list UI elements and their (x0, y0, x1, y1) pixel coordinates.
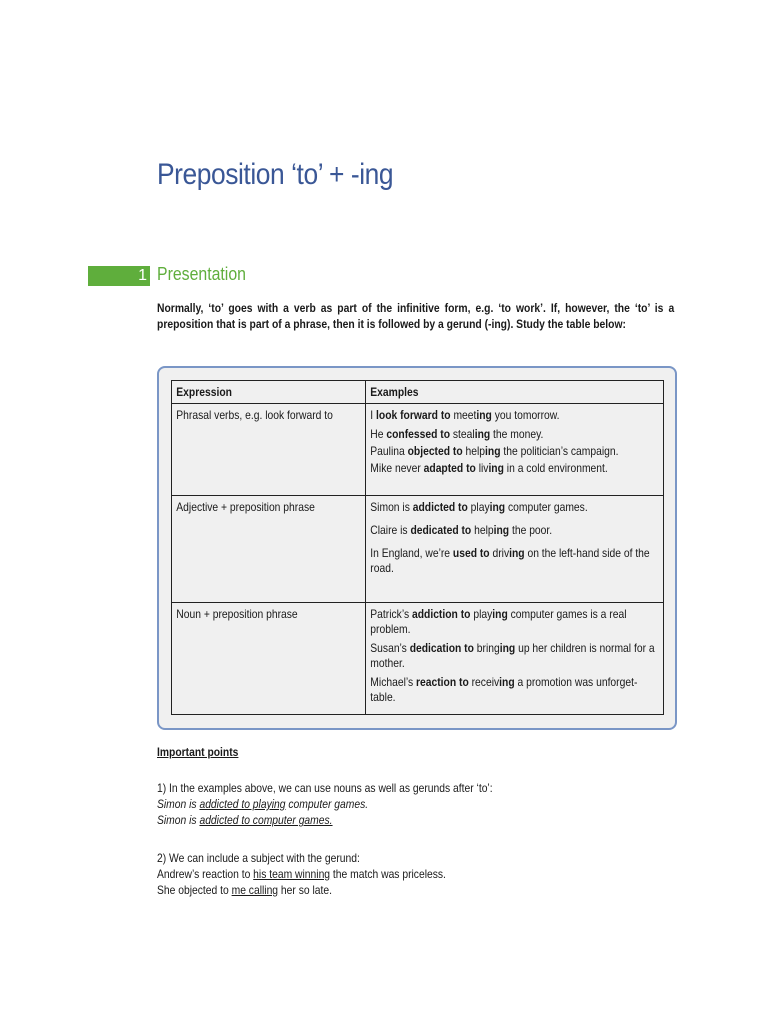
example-sentence (370, 500, 658, 515)
example-sentence (370, 461, 658, 476)
bold-text: ing (491, 607, 508, 621)
header-expression: Expression (172, 381, 366, 404)
table-row (172, 496, 664, 603)
point-2-text: 2) We can include a subject with the gerund: (157, 851, 360, 865)
text-run: Simon is (157, 813, 200, 827)
expression-cell: Adjective + preposition phrase (172, 496, 366, 603)
text-run: Michael’s (369, 675, 416, 689)
table-row (172, 603, 664, 715)
bold-text: ing (493, 523, 509, 537)
text-run: steal (449, 427, 475, 441)
text-run: liv (475, 461, 489, 475)
example-sentence (370, 546, 658, 576)
table-row (172, 404, 664, 496)
underlined-text: me calling (231, 883, 279, 897)
bold-text: ing (488, 461, 504, 475)
text-run: computer games. (285, 797, 369, 811)
text-run: a promotion was unforget-table. (369, 675, 638, 704)
table-header-row (172, 381, 664, 404)
header-examples: Examples (365, 381, 663, 404)
text-run: the money. (489, 427, 543, 441)
text-run: the politician’s campaign. (500, 444, 619, 458)
text-run: Simon is (157, 797, 200, 811)
text-run: on the left-hand side of the road. (369, 546, 650, 575)
text-run: Susan’s (369, 641, 410, 655)
text-run: in a cold environment. (503, 461, 608, 475)
text-run: the poor. (508, 523, 552, 537)
expression-cell: Noun + preposition phrase (172, 603, 366, 715)
expression-cell: Phrasal verbs, e.g. look forward to (172, 404, 366, 496)
text-run: up her children is normal for a mother. (369, 641, 655, 670)
example-sentence (370, 444, 658, 459)
bold-text: ing (508, 546, 525, 560)
text-run: the match was priceless. (330, 867, 446, 881)
text-run: Andrew’s reaction to (157, 867, 254, 881)
page-title: Preposition ‘to’ + -ing (157, 158, 394, 191)
bold-text: addiction to (411, 607, 471, 621)
examples-cell (365, 496, 663, 603)
example-sentence (370, 427, 658, 442)
intro-paragraph: Normally, ‘to’ goes with a verb as part of the infinitive form, e.g. ‘to work’. If, however, the ‘to’ is a preposition that is part of a phrase, then it is followed by a gerund (-ing). Study the table below: (157, 301, 675, 331)
text-run: bring (473, 641, 500, 655)
examples-cell (365, 404, 663, 496)
text-run: Paulina (369, 444, 408, 458)
text-run: her so late. (278, 883, 332, 897)
bold-text: ing (484, 444, 501, 458)
example-list (366, 496, 663, 580)
point-2-example (157, 866, 604, 882)
bold-text: look forward to (375, 408, 451, 422)
example-sentence (370, 523, 658, 538)
text-run: meet (450, 408, 477, 422)
bold-text: ing (499, 641, 515, 655)
example-list (366, 404, 663, 480)
text-run: Claire is (369, 523, 411, 537)
bold-text: reaction to (415, 675, 469, 689)
bold-text: addicted to (412, 500, 468, 514)
text-run: play (470, 607, 492, 621)
bold-text: ing (498, 675, 515, 689)
bold-text: dedicated to (410, 523, 471, 537)
text-run: driv (489, 546, 509, 560)
text-run: help (470, 523, 494, 537)
point-1-text: 1) In the examples above, we can use nouns as well as gerunds after ‘to’: (157, 781, 493, 795)
examples-cell (365, 603, 663, 715)
bold-text: ing (489, 500, 505, 514)
important-points-heading: Important points (157, 745, 239, 759)
example-sentence (370, 675, 658, 705)
text-run: Mike never (369, 461, 424, 475)
text-run: I (369, 408, 376, 422)
text-run: Patrick’s (369, 607, 412, 621)
example-list (366, 603, 663, 709)
bold-text: ing (476, 408, 492, 422)
underlined-text: addicted to computer games. (199, 813, 333, 827)
text-run: computer games. (504, 500, 588, 514)
text-run: He (369, 427, 387, 441)
section-title: Presentation (157, 264, 246, 284)
expression-table (171, 380, 664, 715)
text-run: In England, we’re (369, 546, 453, 560)
section-number-badge: 1 (88, 266, 150, 286)
example-sentence (370, 607, 658, 637)
bold-text: dedication to (409, 641, 474, 655)
text-run: help (462, 444, 485, 458)
point-2-example (157, 882, 604, 898)
text-run: computer games is a real problem. (369, 607, 627, 636)
underlined-text: his team winning (253, 867, 331, 881)
point-1-example (157, 796, 604, 812)
bold-text: ing (474, 427, 490, 441)
text-run: receiv (468, 675, 499, 689)
text-run: you tomorrow. (491, 408, 560, 422)
text-run: She objected to (157, 883, 232, 897)
text-run: Simon is (369, 500, 413, 514)
important-points (157, 744, 604, 898)
point-1-example (157, 812, 604, 828)
underlined-text: addicted to playing (199, 797, 286, 811)
bold-text: adapted to (423, 461, 476, 475)
bold-text: used to (452, 546, 490, 560)
example-sentence (370, 408, 658, 423)
example-sentence (370, 641, 658, 671)
text-run: play (467, 500, 490, 514)
bold-text: confessed to (386, 427, 450, 441)
bold-text: objected to (407, 444, 463, 458)
